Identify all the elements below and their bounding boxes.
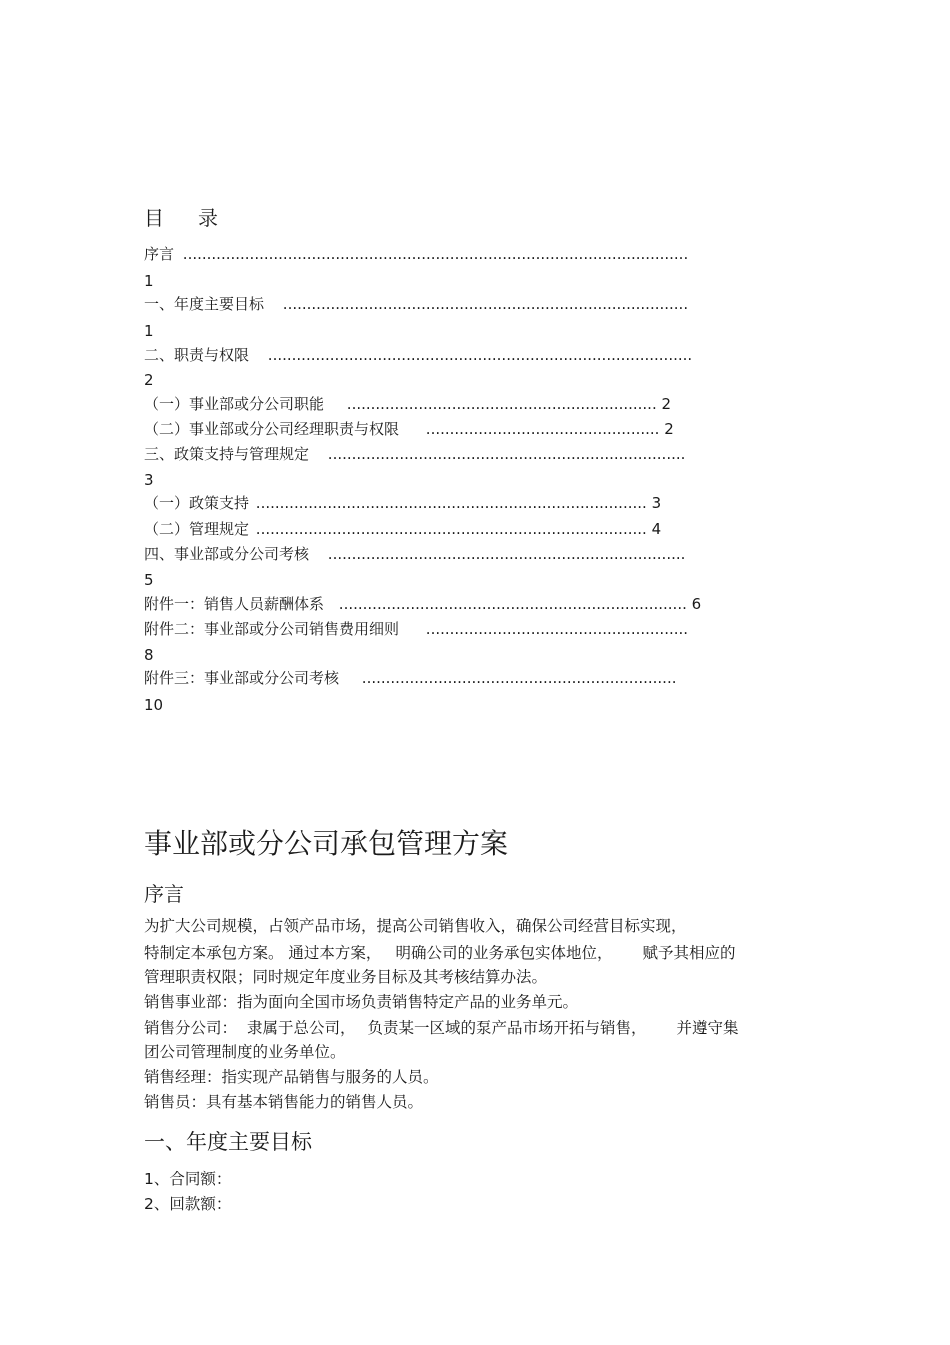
definition-salesperson: 销售员：具有基本销售能力的销售人员。	[144, 1093, 424, 1111]
toc-entry-appendix-2[interactable]	[144, 619, 688, 639]
toc-entry-page: 5	[144, 571, 154, 589]
toc-entry-appendix-3[interactable]	[144, 668, 677, 688]
toc-entry-page: 1	[144, 272, 154, 290]
toc-entry-duties[interactable]	[144, 345, 692, 365]
goal-item-payment: 2、回款额：	[144, 1195, 232, 1213]
preface-paragraph-line: 为扩大公司规模，占领产品市场，提高公司销售收入，确保公司经营目标实现，	[144, 917, 687, 935]
text-run: 并遵守集	[676, 1019, 739, 1037]
toc-entry-label: （二）管理规定	[144, 520, 250, 538]
toc-entry-page: 2	[144, 371, 154, 389]
section-1-heading: 一、年度主要目标	[144, 1130, 312, 1154]
text-run: 销售分公司：	[144, 1019, 238, 1037]
toc-entry-division-functions[interactable]	[144, 394, 671, 414]
preface-heading: 序言	[144, 882, 184, 906]
toc-title-char-2: 录	[198, 206, 218, 230]
preface-paragraph-line: 管理职责权限；同时规定年度业务目标及其考核结算办法。	[144, 968, 548, 986]
toc-entry-label: 附件一：销售人员薪酬体系	[144, 595, 325, 613]
toc-entry-policy-support[interactable]	[144, 493, 661, 513]
toc-entry-page: 3	[651, 494, 662, 512]
toc-leader-dots: .........................................................................	[338, 595, 687, 613]
text-run: 赋予其相应的	[642, 944, 736, 962]
toc-entry-label: 附件二：事业部或分公司销售费用细则	[144, 620, 400, 638]
document-title: 事业部或分公司承包管理方案	[144, 827, 509, 860]
definition-branch-line	[144, 1017, 739, 1039]
toc-leader-dots: ..................................................................................	[255, 520, 647, 538]
toc-leader-dots: ..................................................................	[361, 669, 677, 687]
toc-entry-page: 6	[691, 595, 702, 613]
toc-entry-label: （二）事业部或分公司经理职责与权限	[144, 420, 400, 438]
toc-entry-page: 2	[661, 395, 672, 413]
toc-leader-dots: .......................................................	[425, 620, 689, 638]
toc-entry-page: 2	[664, 420, 674, 438]
toc-entry-manager-duties[interactable]	[144, 419, 674, 439]
toc-entry-label: 序言	[144, 245, 175, 263]
toc-leader-dots: .....................................................................................	[282, 295, 689, 313]
toc-leader-dots: ...........................................................................	[327, 445, 686, 463]
toc-entry-page: 8	[144, 646, 154, 664]
toc-entry-label: 四、事业部或分公司考核	[144, 545, 310, 563]
text-run: 明确公司的业务承包实体地位，	[395, 944, 613, 962]
toc-entry-label: 二、职责与权限	[144, 346, 250, 364]
toc-entry-policy[interactable]	[144, 444, 685, 464]
toc-entry-page: 4	[651, 520, 662, 538]
toc-entry-label: 一、年度主要目标	[144, 295, 265, 313]
toc-leader-dots: ..................................................................................	[255, 494, 647, 512]
toc-entry-label: 三、政策支持与管理规定	[144, 445, 310, 463]
toc-entry-preface[interactable]	[144, 244, 688, 264]
toc-entry-page: 3	[144, 471, 154, 489]
toc-entry-page: 1	[144, 322, 154, 340]
toc-entry-page: 10	[144, 696, 164, 714]
toc-leader-dots: ...........................................................................	[327, 545, 686, 563]
toc-entry-label: 附件三：事业部或分公司考核	[144, 669, 340, 687]
toc-leader-dots: .........................................................................................	[267, 346, 693, 364]
toc-entry-management-rules[interactable]	[144, 519, 661, 539]
preface-paragraph-line	[144, 942, 735, 964]
text-run: 负责某一区域的泵产品市场开拓与销售，	[367, 1019, 647, 1037]
definition-branch-line: 团公司管理制度的业务单位。	[144, 1043, 346, 1061]
toc-entry-annual-goals[interactable]	[144, 294, 688, 314]
toc-entry-label: （一）事业部或分公司职能	[144, 395, 325, 413]
goal-item-contract: 1、合同额：	[144, 1170, 232, 1188]
toc-leader-dots: .................................................	[425, 420, 660, 438]
toc-title	[144, 202, 218, 231]
toc-title-char-1: 目	[144, 206, 164, 230]
toc-leader-dots: .................................................................	[346, 395, 657, 413]
toc-entry-label: （一）政策支持	[144, 494, 250, 512]
definition-sales-manager: 销售经理：指实现产品销售与服务的人员。	[144, 1068, 439, 1086]
definition-sales-division: 销售事业部：指为面向全国市场负责销售特定产品的业务单元。	[144, 993, 579, 1011]
text-run: 特制定本承包方案。 通过本方案，	[144, 944, 382, 962]
toc-entry-assessment[interactable]	[144, 544, 685, 564]
toc-leader-dots: ..........................................................................................................	[182, 245, 689, 263]
text-run: 隶属于总公司，	[247, 1019, 356, 1037]
toc-entry-appendix-1[interactable]	[144, 594, 701, 614]
